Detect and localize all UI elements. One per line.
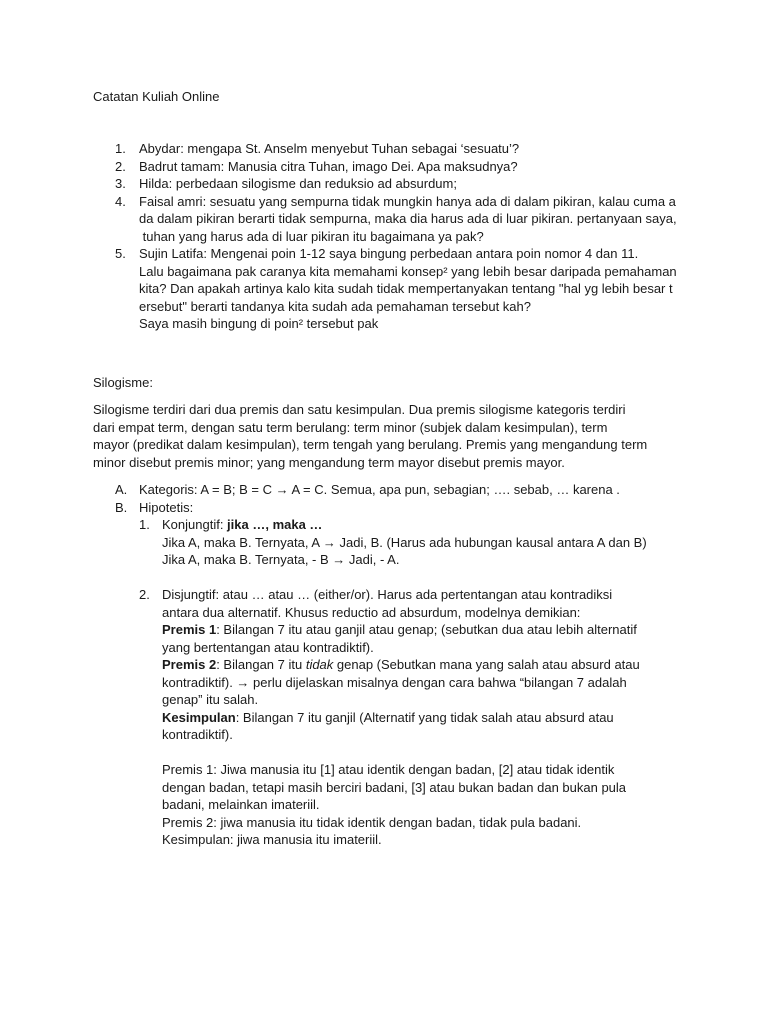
premis1-label: Premis 1 <box>162 622 217 637</box>
list-letter: A. <box>115 482 128 497</box>
list-item-konjungtif <box>93 516 693 569</box>
example-line: dengan badan, tetapi masih berciri badani, [3] atau bukan badan dan bukan pula <box>162 779 627 795</box>
item-text: Disjungtif: atau … atau … (either/or). Harus ada pertentangan atau kontradiksi <box>162 587 613 602</box>
kesimpulan-label: Kesimpulan <box>162 709 236 725</box>
question-text: kita? Dan apakah artinya kalo kita sudah tidak mempertanyakan tentang "hal yg lebih besar t <box>139 281 673 296</box>
list-number: 5. <box>115 246 126 261</box>
list-letter: B. <box>115 499 128 515</box>
premis2-label: Premis 2 <box>162 657 217 672</box>
question-text: Faisal amri: sesuatu yang sempurna tidak mungkin hanya ada di dalam pikiran, kalau cuma a <box>139 193 676 209</box>
question-text: Sujin Latifa: Mengenai poin 1-12 saya bingung perbedaan antara poin nomor 4 dan 11. <box>139 246 639 261</box>
question-item <box>93 245 693 333</box>
question-list <box>93 140 693 333</box>
paragraph-line: Silogisme terdiri dari dua premis dan satu kesimpulan. Dua premis silogisme kategoris terdiri <box>93 402 626 417</box>
paragraph-line: dari empat term, dengan satu term berulang: term minor (subjek dalam kesimpulan), term <box>93 419 608 435</box>
list-number: 1. <box>115 141 126 156</box>
konjungtif-bold: jika …, maka … <box>227 517 323 532</box>
question-text: Badrut tamam: Manusia citra Tuhan, imago Dei. Apa maksudnya? <box>139 158 518 174</box>
item-text: Jika A, maka B. Ternyata, A → Jadi, B. (Harus ada hubungan kausal antara A dan B) <box>162 534 647 550</box>
document-title: Catatan Kuliah Online <box>93 89 220 104</box>
premis1-line: Premis 1: Bilangan 7 itu atau ganjil atau genap; (sebutkan dua atau lebih alternatif <box>162 622 637 637</box>
list-number: 1. <box>139 517 150 532</box>
question-text: Hilda: perbedaan silogisme dan reduksio ad absurdum; <box>139 176 457 191</box>
item-text: Hipotetis: <box>139 499 194 515</box>
item-text: kontradiktif). → perlu dijelaskan misalnya dengan cara bahwa “bilangan 7 adalah <box>162 674 627 690</box>
item-text: yang bertentangan atau kontradiktif). <box>162 639 374 655</box>
list-number: 2. <box>139 587 150 602</box>
item-text: kontradiktif). <box>162 727 233 742</box>
example-line: badani, melainkan imateriil. <box>162 797 320 812</box>
list-number: 4. <box>115 193 126 209</box>
silogisme-paragraph <box>93 401 693 471</box>
question-text: tuhan yang harus ada di luar pikiran itu bagaimana ya pak? <box>139 228 484 244</box>
list-item-kategoris <box>93 481 693 499</box>
item-text: genap” itu salah. <box>162 692 259 707</box>
premis2-line: Premis 2: Bilangan 7 itu tidak genap (Sebutkan mana yang salah atau absurd atau <box>162 657 640 672</box>
question-text: Lalu bagaimana pak caranya kita memahami konsep² yang lebih besar daripada pemahaman <box>139 263 677 279</box>
question-item <box>93 175 693 193</box>
item-text: antara dua alternatif. Khusus reductio ad absurdum, modelnya demikian: <box>162 604 581 620</box>
question-item <box>93 158 693 176</box>
question-text: ersebut" berarti tandanya kita sudah ada pemahaman tersebut kah? <box>139 298 531 314</box>
list-item-hipotetis <box>93 499 693 517</box>
item-text: Jika A, maka B. Ternyata, - B → Jadi, - A. <box>162 552 400 567</box>
paragraph-line: minor disebut premis minor; yang mengandung term mayor disebut premis mayor. <box>93 454 565 470</box>
italic-word: tidak <box>305 657 334 672</box>
paragraph-line: mayor (predikat dalam kesimpulan), term tengah yang berulang. Premis yang mengandung term <box>93 437 648 452</box>
example-line: Premis 2: jiwa manusia itu tidak identik dengan badan, tidak pula badani. <box>162 814 582 830</box>
list-number: 3. <box>115 176 126 191</box>
item-text: Kategoris: A = B; B = C → A = C. Semua, apa pun, sebagian; …. sebab, … karena . <box>139 482 620 497</box>
item-text <box>162 516 693 534</box>
section-heading: Silogisme: <box>93 375 153 390</box>
kesimpulan-line: Kesimpulan: Bilangan 7 itu ganjil (Alternatif yang tidak salah atau absurd atau <box>162 709 614 725</box>
question-text: Saya masih bingung di poin² tersebut pak <box>139 316 379 331</box>
example-line: Premis 1: Jiwa manusia itu [1] atau identik dengan badan, [2] atau tidak identik <box>162 762 615 777</box>
list-number: 2. <box>115 158 126 174</box>
question-text: da dalam pikiran berarti tidak sempurna, maka dia harus ada di luar pikiran. pertanyaan saya, <box>139 211 677 226</box>
question-item <box>93 140 693 158</box>
example-line: Kesimpulan: jiwa manusia itu imateriil. <box>162 832 382 847</box>
question-text: Abydar: mengapa St. Anselm menyebut Tuhan sebagai ‘sesuatu’? <box>139 141 520 156</box>
question-item <box>93 193 693 246</box>
list-item-disjungtif <box>93 586 693 849</box>
konjungtif-label: Konjungtif: <box>162 517 228 532</box>
syllogism-types-list <box>93 481 693 849</box>
